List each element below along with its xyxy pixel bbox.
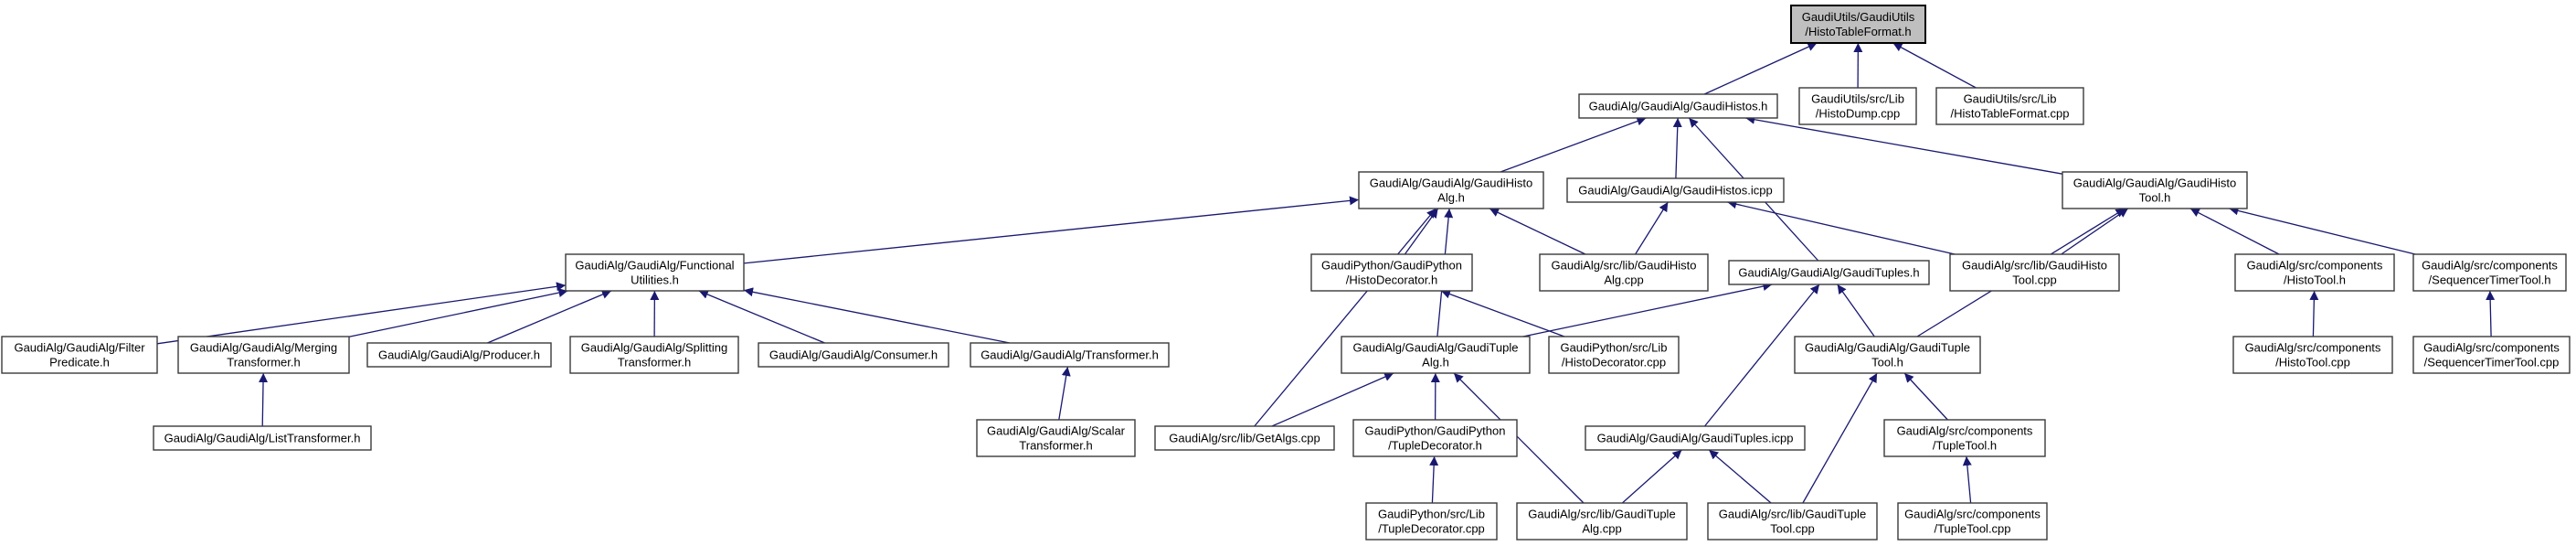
node-label: Alg.h xyxy=(1437,190,1465,205)
graph-node-tupledecorator_h[interactable] xyxy=(1353,420,1517,456)
node-label: /TupleDecorator.h xyxy=(1388,438,1482,453)
node-label: /HistoDump.cpp xyxy=(1815,106,1901,121)
node-label: GaudiAlg/GaudiAlg/ListTransformer.h xyxy=(164,431,361,445)
node-label: GaudiUtils/GaudiUtils xyxy=(1801,10,1915,24)
graph-edge-consumer_h-to-functionalutilities_h xyxy=(699,291,825,343)
node-label: GaudiAlg/src/components xyxy=(1896,423,2033,438)
graph-node-histotool_cpp[interactable] xyxy=(2233,337,2392,373)
node-label: /TupleTool.h xyxy=(1932,438,1998,453)
graph-edge-tupletool_h-to-gauditupletool_h xyxy=(1904,373,1947,420)
node-label: GaudiAlg/GaudiAlg/GaudiHisto xyxy=(1369,176,1533,190)
graph-edge-sequencertimertool_h-to-gaudihistotool_h xyxy=(2229,209,2415,254)
graph-node-gaudituplealg_cpp[interactable] xyxy=(1517,503,1687,540)
graph-edge-gaudihistotool_h-to-gaudihistos_h xyxy=(1745,118,2062,174)
graph-edge-getalgs_cpp-to-gaudituplealg_h xyxy=(1272,373,1394,426)
node-label: GaudiAlg/GaudiAlg/GaudiHisto xyxy=(2072,176,2237,190)
node-label: GaudiAlg/GaudiAlg/Functional xyxy=(575,258,735,273)
node-label: /HistoTableFormat.cpp xyxy=(1950,106,2070,121)
graph-node-gaudituples_h[interactable] xyxy=(1729,261,1929,284)
graph-edge-sequencertimertool_cpp-to-sequencertimertool_h xyxy=(2490,291,2491,337)
node-label: /TupleDecorator.cpp xyxy=(1378,521,1485,536)
graph-edge-filterpredicate_h-to-functionalutilities_h xyxy=(157,285,566,344)
graph-node-histodecorator_h[interactable] xyxy=(1311,254,1472,291)
graph-node-gaudihistos_h[interactable] xyxy=(1579,94,1777,118)
graph-node-tupletool_h[interactable] xyxy=(1884,420,2045,456)
node-label: GaudiAlg/src/lib/GaudiHisto xyxy=(1962,258,2107,273)
graph-edge-mergingtransformer_h-to-functionalutilities_h xyxy=(349,291,567,337)
node-label: GaudiAlg/GaudiAlg/GaudiTuple xyxy=(1805,340,1970,355)
graph-edge-histotool_cpp-to-histotool_h xyxy=(2313,291,2314,337)
node-label: GaudiAlg/GaudiAlg/GaudiTuple xyxy=(1352,340,1519,355)
graph-node-sequencertimertool_cpp[interactable] xyxy=(2413,337,2570,373)
graph-node-histotableformat_h xyxy=(1791,5,1925,43)
graph-edge-gauditupletool_cpp-to-gauditupletool_h xyxy=(1803,373,1877,503)
graph-edge-scalartransformer_h-to-transformer_h xyxy=(1059,367,1068,420)
node-label: GaudiAlg/src/components xyxy=(2423,340,2560,355)
graph-node-gaudihistos_icpp[interactable] xyxy=(1567,178,1784,202)
graph-node-histodecorator_cpp[interactable] xyxy=(1549,337,1679,373)
graph-node-tupletool_cpp[interactable] xyxy=(1898,503,2047,540)
node-label: /HistoDecorator.cpp xyxy=(1561,355,1667,369)
graph-node-gauditupletool_cpp[interactable] xyxy=(1708,503,1877,540)
node-label: /HistoTableFormat.h xyxy=(1805,25,1912,38)
graph-edge-gaudihistos_icpp-to-gaudihistos_h xyxy=(1676,118,1678,178)
node-label: GaudiAlg/GaudiAlg/GaudiTuples.icpp xyxy=(1596,431,1794,445)
node-label: Tool.h xyxy=(1871,355,1903,369)
graph-node-gaudituples_icpp[interactable] xyxy=(1585,426,1805,450)
graph-node-functionalutilities_h[interactable] xyxy=(566,254,744,291)
node-label: GaudiPython/GaudiPython xyxy=(1364,423,1506,438)
graph-edge-histotableformat_cpp-to-histotableformat_h xyxy=(1893,43,1977,88)
graph-node-consumer_h[interactable] xyxy=(758,343,949,367)
node-label: /SequencerTimerTool.h xyxy=(2428,273,2551,287)
node-label: GaudiUtils/src/Lib xyxy=(1963,91,2057,106)
graph-node-histotableformat_cpp[interactable] xyxy=(1936,88,2083,124)
node-label: GaudiAlg/src/components xyxy=(2246,258,2383,273)
graph-edge-gaudihistoalg_h-to-gaudihistos_h xyxy=(1500,118,1646,172)
node-label: GaudiAlg/GaudiAlg/Splitting xyxy=(580,340,728,355)
graph-node-listtransformer_h[interactable] xyxy=(154,426,371,450)
node-label: GaudiPython/src/Lib xyxy=(1560,340,1668,355)
graph-edge-gaudituplealg_cpp-to-gaudituples_icpp xyxy=(1622,450,1681,503)
graph-edge-gaudihistotool_cpp-to-gaudihistotool_h xyxy=(2062,209,2128,254)
node-label: GaudiAlg/GaudiAlg/GaudiHistos.h xyxy=(1588,99,1768,113)
node-label: /HistoTool.cpp xyxy=(2275,355,2350,369)
node-label: GaudiAlg/src/lib/GaudiTuple xyxy=(1528,507,1676,521)
graph-edge-tupledecorator_cpp-to-tupledecorator_h xyxy=(1432,456,1434,503)
graph-node-histodump_cpp[interactable] xyxy=(1799,88,1916,124)
graph-edge-gaudihistoalg_cpp-to-gaudihistoalg_h xyxy=(1489,209,1585,254)
node-label: Transformer.h xyxy=(227,355,301,369)
graph-node-gauditupletool_h[interactable] xyxy=(1795,337,1980,373)
graph-node-transformer_h[interactable] xyxy=(970,343,1169,367)
node-label: Tool.cpp xyxy=(2012,273,2057,287)
graph-edge-gauditupletool_cpp-to-gaudituples_icpp xyxy=(1709,450,1771,503)
graph-node-tupledecorator_cpp[interactable] xyxy=(1366,503,1497,540)
graph-node-mergingtransformer_h[interactable] xyxy=(178,337,349,373)
graph-edge-gaudihistos_h-to-histotableformat_h xyxy=(1704,43,1817,94)
graph-node-gaudituplealg_h[interactable] xyxy=(1341,337,1530,373)
graph-edge-functionalutilities_h-to-gaudihistoalg_h xyxy=(744,199,1359,263)
graph-edge-gaudihistoalg_cpp-to-gaudihistos_icpp xyxy=(1636,202,1669,254)
node-label: GaudiPython/GaudiPython xyxy=(1321,258,1462,273)
graph-node-filterpredicate_h[interactable] xyxy=(2,337,157,373)
node-label: Transformer.h xyxy=(1019,438,1093,453)
node-label: /HistoDecorator.h xyxy=(1345,273,1438,287)
node-label: /HistoTool.h xyxy=(2284,273,2346,287)
node-label: /SequencerTimerTool.cpp xyxy=(2423,355,2560,369)
graph-edge-listtransformer_h-to-mergingtransformer_h xyxy=(262,373,263,426)
graph-edge-gaudihistotool_cpp-to-gaudihistos_icpp xyxy=(1727,202,1955,254)
graph-node-histotool_h[interactable] xyxy=(2235,254,2394,291)
node-label: GaudiAlg/src/lib/GaudiTuple xyxy=(1718,507,1867,521)
node-label: GaudiAlg/GaudiAlg/Filter xyxy=(14,340,145,355)
node-label: Transformer.h xyxy=(617,355,692,369)
node-label: GaudiAlg/src/lib/GaudiHisto xyxy=(1551,258,1697,273)
node-label: Tool.cpp xyxy=(1770,521,1815,536)
node-label: GaudiAlg/src/components xyxy=(2244,340,2381,355)
node-label: GaudiUtils/src/Lib xyxy=(1811,91,1904,106)
graph-node-gaudihistoalg_h[interactable] xyxy=(1359,172,1543,209)
node-label: Tool.h xyxy=(2138,190,2171,205)
node-label: GaudiAlg/GaudiAlg/GaudiTuples.h xyxy=(1738,265,1920,280)
node-label: GaudiAlg/GaudiAlg/Producer.h xyxy=(377,348,541,362)
graph-node-splittingtransformer_h[interactable] xyxy=(570,337,738,373)
graph-node-producer_h[interactable] xyxy=(367,343,551,367)
node-label: Utilities.h xyxy=(631,273,679,287)
graph-edge-histodecorator_h-to-gaudihistoalg_h xyxy=(1405,209,1437,254)
graph-edge-producer_h-to-functionalutilities_h xyxy=(487,291,611,343)
graph-edge-transformer_h-to-functionalutilities_h xyxy=(744,290,1010,343)
node-label: Alg.cpp xyxy=(1604,273,1644,287)
graph-edge-getalgs_cpp-to-gaudihistoalg_h xyxy=(1255,209,1436,426)
graph-edge-gauditupletool_h-to-gaudituples_h xyxy=(1838,284,1875,337)
node-label: GaudiAlg/GaudiAlg/Consumer.h xyxy=(769,348,938,362)
node-label: /TupleTool.cpp xyxy=(1934,521,2011,536)
node-label: GaudiAlg/src/components xyxy=(1904,507,2041,521)
node-label: Alg.cpp xyxy=(1582,521,1622,536)
graph-edge-histodecorator_cpp-to-histodecorator_h xyxy=(1441,291,1564,337)
nodes-layer xyxy=(2,5,2570,540)
graph-node-gaudihistotool_h[interactable] xyxy=(2062,172,2247,209)
node-label: GaudiAlg/GaudiAlg/GaudiHistos.icpp xyxy=(1578,183,1773,198)
node-label: Alg.h xyxy=(1422,355,1449,369)
node-label: GaudiAlg/GaudiAlg/Merging xyxy=(189,340,338,355)
graph-node-gaudihistoalg_cpp[interactable] xyxy=(1540,254,1708,291)
graph-edge-gaudituplealg_h-to-gaudituples_h xyxy=(1523,284,1773,337)
graph-edge-tupletool_cpp-to-tupletool_h xyxy=(1966,456,1971,503)
node-label: GaudiAlg/GaudiAlg/Scalar xyxy=(986,423,1126,438)
graph-edge-histotool_h-to-gaudihistotool_h xyxy=(2190,209,2279,254)
node-label: GaudiAlg/src/lib/GetAlgs.cpp xyxy=(1169,431,1320,445)
node-label: Predicate.h xyxy=(49,355,110,369)
graph-node-gaudihistotool_cpp[interactable] xyxy=(1950,254,2119,291)
node-label: GaudiAlg/GaudiAlg/Transformer.h xyxy=(981,348,1159,362)
graph-node-getalgs_cpp[interactable] xyxy=(1155,426,1334,450)
node-label: GaudiPython/src/Lib xyxy=(1377,507,1486,521)
node-label: GaudiAlg/src/components xyxy=(2422,258,2558,273)
graph-node-scalartransformer_h[interactable] xyxy=(977,420,1135,456)
graph-node-sequencertimertool_h[interactable] xyxy=(2413,254,2566,291)
